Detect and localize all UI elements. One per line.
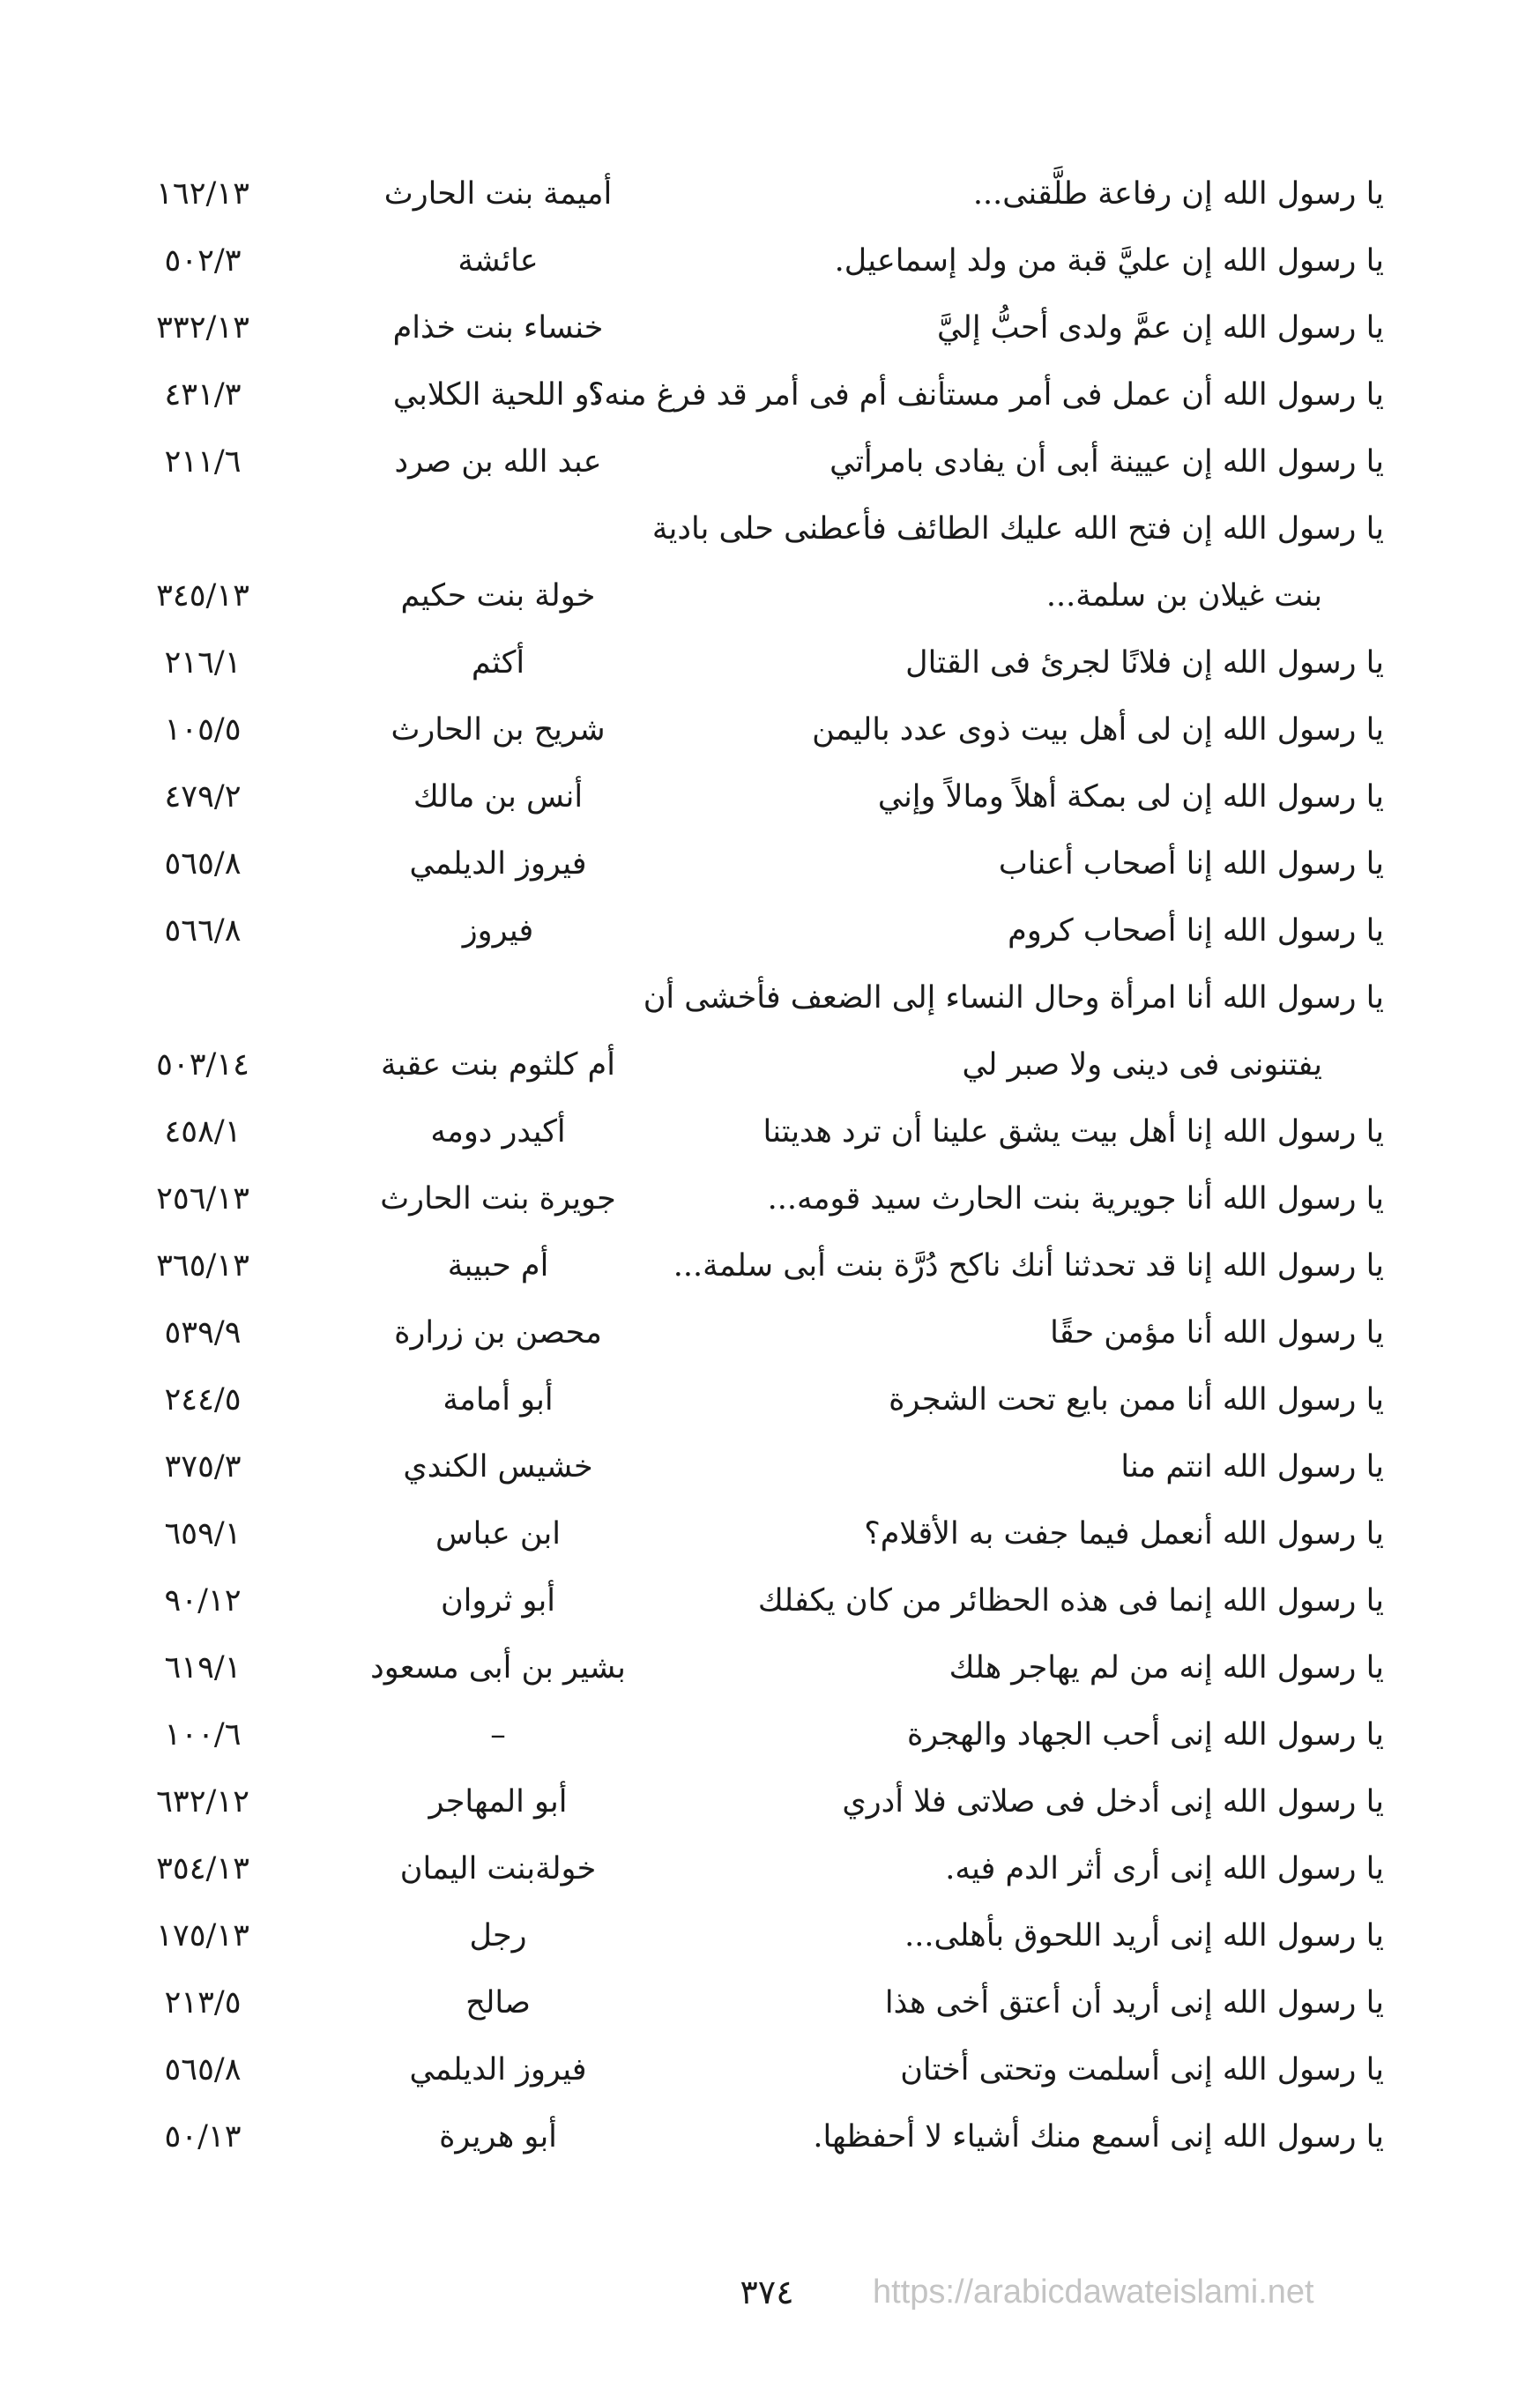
narrator-name: رجل	[469, 1918, 527, 1954]
hadith-phrase: بنت غيلان بن سلمة...	[1045, 578, 1322, 614]
narrator-name: صالح	[465, 1985, 531, 2021]
narrator-name: خولةبنت اليمان	[399, 1851, 597, 1887]
index-row	[97, 1768, 1384, 1835]
narrator-name: فيروز	[462, 913, 534, 949]
index-row	[97, 1031, 1384, 1098]
hadith-phrase: يا رسول الله إنى أسلمت وتحتى أختان	[900, 2052, 1384, 2088]
narrator-name: خشيس الكندي	[403, 1449, 593, 1485]
hadith-phrase: يا رسول الله إن فلانًا لجرئ فى القتال	[905, 645, 1384, 681]
narrator-name: ذو اللحية الكلابي	[392, 377, 604, 413]
narrator-name: أكيدر دومه	[430, 1114, 566, 1150]
hadith-phrase: يا رسول الله إنه من لم يهاجر هلك	[949, 1650, 1384, 1686]
hadith-phrase: يا رسول الله إنا أهل بيت يشق علينا أن ترد هديتنا	[763, 1114, 1384, 1150]
hadith-phrase: يا رسول الله انتم منا	[1120, 1449, 1384, 1485]
narrator-name: أم كلثوم بنت عقبة	[381, 1047, 615, 1083]
hadith-phrase: يا رسول الله أنا امرأة وحال النساء إلى الضعف فأخشى أن	[643, 980, 1384, 1016]
volume-page-reference: ٣٣٢/١٣	[156, 310, 249, 346]
hadith-phrase: يا رسول الله إن فتح الله عليك الطائف فأعطنى حلى بادية	[651, 511, 1384, 547]
volume-page-reference: ٢١٦/١	[164, 645, 242, 681]
index-row	[97, 428, 1384, 495]
volume-page-reference: ٦١٩/١	[164, 1650, 242, 1686]
narrator-name: أبو هريرة	[439, 2119, 557, 2155]
volume-page-reference: ٤٥٨/١	[164, 1114, 242, 1150]
narrator-name: جويرة بنت الحارث	[380, 1181, 616, 1217]
volume-page-reference: ٥٦٥/٨	[164, 2052, 242, 2088]
narrator-name: أميمة بنت الحارث	[383, 176, 613, 212]
volume-page-reference: ١٧٥/١٣	[156, 1918, 249, 1954]
hadith-phrase: يا رسول الله أنعمل فيما جفت به الأقلام؟	[864, 1516, 1384, 1552]
volume-page-reference: ٢١٣/٥	[164, 1985, 242, 2021]
index-row	[97, 562, 1384, 629]
index-row	[97, 1366, 1384, 1433]
hadith-phrase: يا رسول الله إنى أريد اللحوق بأهلى...	[904, 1918, 1384, 1954]
narrator-name: أبو ثروان	[440, 1583, 556, 1619]
page-footer	[0, 2266, 1540, 2318]
volume-page-reference: ١٠٠/٦	[164, 1717, 242, 1753]
hadith-phrase: يا رسول الله إنما فى هذه الحظائر من كان يكفلك	[757, 1583, 1384, 1619]
volume-page-reference: ٥٠٣/١٤	[156, 1047, 249, 1083]
volume-page-reference: ٥٦٥/٨	[164, 846, 242, 882]
narrator-name: –	[490, 1717, 506, 1753]
narrator-name: محصن بن زرارة	[394, 1315, 602, 1351]
index-row	[97, 1701, 1384, 1768]
index-row	[97, 763, 1384, 830]
index-row	[97, 964, 1384, 1031]
narrator-name: أنس بن مالك	[413, 779, 584, 815]
narrator-name: خولة بنت حكيم	[400, 578, 596, 614]
volume-page-reference: ٢٥٦/١٣	[156, 1181, 249, 1217]
narrator-name: فيروز الديلمي	[409, 2052, 587, 2088]
hadith-phrase: يا رسول الله إن لى بمكة أهلاً ومالاً وإني	[877, 779, 1384, 815]
volume-page-reference: ٩٠/١٢	[164, 1583, 242, 1619]
volume-page-reference: ٥٠/١٣	[164, 2119, 242, 2155]
index-row	[97, 1500, 1384, 1567]
narrator-name: ابن عباس	[435, 1516, 562, 1552]
hadith-phrase: يا رسول الله أنا جويرية بنت الحارث سيد قومه...	[767, 1181, 1384, 1217]
hadith-phrase: يا رسول الله إنا أصحاب كروم	[1008, 913, 1384, 949]
hadith-phrase: يا رسول الله إنى أريد أن أعتق أخى هذا	[884, 1985, 1384, 2021]
watermark-url: https://arabicdawateislami.net	[873, 2274, 1314, 2311]
volume-page-reference: ٥٦٦/٨	[164, 913, 242, 949]
index-row	[97, 1902, 1384, 1969]
volume-page-reference: ١٠٥/٥	[164, 712, 242, 748]
index-row	[97, 2103, 1384, 2170]
hadith-phrase: يا رسول الله إن لى أهل بيت ذوى عدد باليمن	[812, 712, 1384, 748]
index-row	[97, 160, 1384, 227]
index-row	[97, 1165, 1384, 1232]
index-row	[97, 1567, 1384, 1634]
index-row	[97, 1433, 1384, 1500]
index-row	[97, 361, 1384, 428]
narrator-name: فيروز الديلمي	[409, 846, 587, 882]
index-row	[97, 696, 1384, 763]
narrator-name: عائشة	[458, 243, 539, 279]
narrator-name: أكثم	[471, 645, 525, 681]
index-row	[97, 227, 1384, 294]
narrator-name: بشير بن أبى مسعود	[370, 1650, 626, 1686]
narrator-name: أم حبيبة	[447, 1248, 549, 1284]
hadith-phrase: يفتنونى فى دينى ولا صبر لي	[962, 1047, 1322, 1083]
hadith-phrase: يا رسول الله أنا مؤمن حقًا	[1050, 1315, 1384, 1351]
hadith-phrase: يا رسول الله إنى أدخل فى صلاتى فلا أدري	[842, 1784, 1384, 1820]
narrator-name: شريح بن الحارث	[391, 712, 606, 748]
hadith-phrase: يا رسول الله إنى أرى أثر الدم فيه.	[945, 1851, 1384, 1887]
volume-page-reference: ٣٥٤/١٣	[156, 1851, 249, 1887]
index-row	[97, 1634, 1384, 1701]
hadith-phrase: يا رسول الله إن عليَّ قبة من ولد إسماعيل.	[834, 243, 1384, 279]
volume-page-reference: ٥٠٢/٣	[164, 243, 242, 279]
index-row	[97, 294, 1384, 361]
hadith-phrase: يا رسول الله إن عمَّ ولدى أحبُّ إليَّ	[937, 310, 1384, 346]
volume-page-reference: ٣٤٥/١٣	[156, 578, 249, 614]
narrator-name: أبو أمامة	[443, 1382, 554, 1418]
volume-page-reference: ١٦٢/١٣	[156, 176, 249, 212]
hadith-phrase: يا رسول الله إنى أحب الجهاد والهجرة	[906, 1717, 1384, 1753]
narrator-name: أبو المهاجر	[428, 1784, 568, 1820]
hadith-phrase: يا رسول الله إنى أسمع منك أشياء لا أحفظها.	[813, 2119, 1384, 2155]
volume-page-reference: ٢١١/٦	[164, 444, 242, 480]
index-row	[97, 629, 1384, 696]
index-row	[97, 1835, 1384, 1902]
volume-page-reference: ٣٧٥/٣	[164, 1449, 242, 1485]
hadith-phrase: يا رسول الله إن عيينة أبى أن يفادى بامرأتي	[830, 444, 1384, 480]
index-row	[97, 495, 1384, 562]
narrator-name: عبد الله بن صرد	[394, 444, 602, 480]
volume-page-reference: ٦٥٩/١	[164, 1516, 242, 1552]
index-row	[97, 1232, 1384, 1299]
page-number: ٣٧٤	[740, 2273, 794, 2311]
index-row	[97, 1098, 1384, 1165]
index-row	[97, 830, 1384, 897]
volume-page-reference: ٦٣٢/١٢	[156, 1784, 249, 1820]
hadith-phrase: يا رسول الله أنا ممن بايع تحت الشجرة	[889, 1382, 1384, 1418]
hadith-phrase: يا رسول الله إنا قد تحدثنا أنك ناكح دُرَّة بنت أبى سلمة...	[673, 1248, 1384, 1284]
volume-page-reference: ٣٦٥/١٣	[156, 1248, 249, 1284]
index-row	[97, 1969, 1384, 2036]
volume-page-reference: ٥٣٩/٩	[164, 1315, 242, 1351]
volume-page-reference: ٢٤٤/٥	[164, 1382, 242, 1418]
hadith-index-list	[97, 160, 1384, 2170]
narrator-name: خنساء بنت خذام	[392, 310, 604, 346]
hadith-phrase: يا رسول الله أن عمل فى أمر مستأنف أم فى أمر قد فرغ منه؟	[587, 377, 1384, 413]
index-row	[97, 897, 1384, 964]
hadith-phrase: يا رسول الله إنا أصحاب أعناب	[998, 846, 1384, 882]
index-row	[97, 2036, 1384, 2103]
volume-page-reference: ٤٣١/٣	[164, 377, 242, 413]
index-row	[97, 1299, 1384, 1366]
hadith-phrase: يا رسول الله إن رفاعة طلَّقنى...	[972, 176, 1384, 212]
volume-page-reference: ٤٧٩/٢	[164, 779, 242, 815]
